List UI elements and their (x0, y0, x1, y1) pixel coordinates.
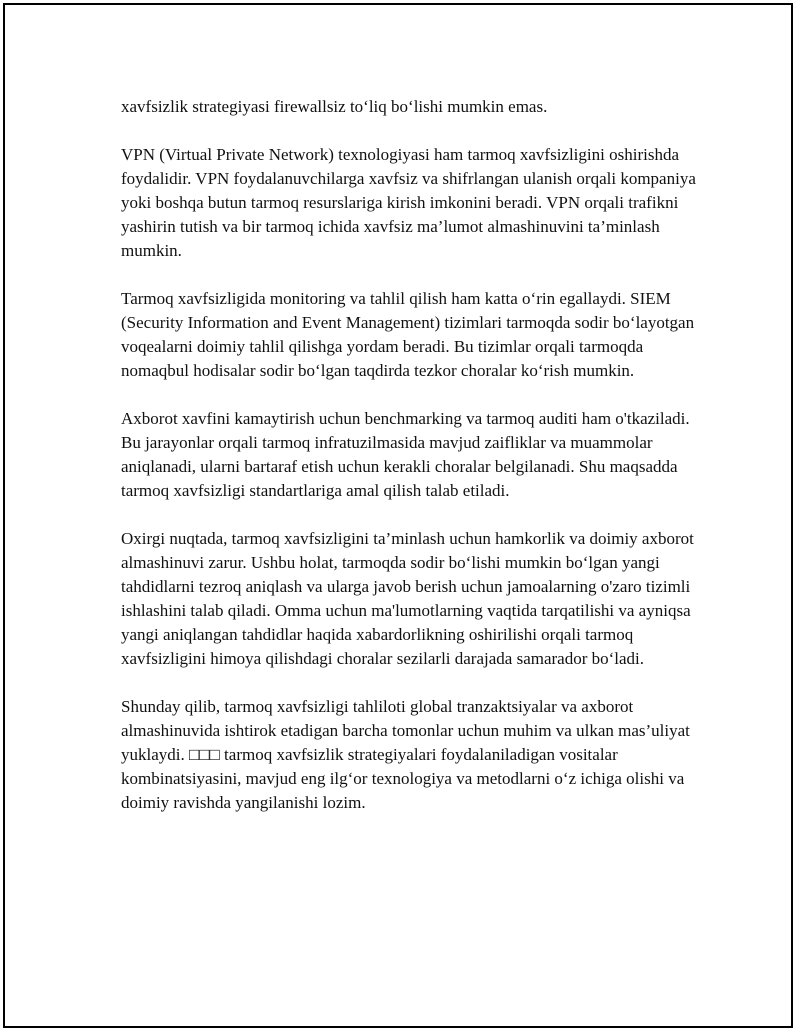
paragraph-cooperation: Oxirgi nuqtada, tarmoq xavfsizligini ta’minlash uchun hamkorlik va doimiy axborot almashinuvi zarur. Ushbu holat, tarmoqda sodir bo‘lishi mumkin bo‘lgan yangi tahdidlarni tezroq aniqlash va ularga javob berish uchun jamoalarning o'zaro tizimli ishlashini talab qiladi. Omma uchun ma'lumotlarning vaqtida tarqatilishi va ayniqsa yangi aniqlangan tahdidlar haqida xabardorlikning oshirilishi orqali tarmoq xavfsizligini himoya qilishdagi choralar sezilarli darajada samarador bo‘ladi. (121, 529, 694, 668)
paragraph-monitoring: Tarmoq xavfsizligida monitoring va tahlil qilish ham katta o‘rin egallaydi. SIEM (Security Information and Event Management) tizimlari tarmoqda sodir bo‘layotgan voqealarni doimiy tahlil qilishga yordam beradi. Bu tizimlar orqali tarmoqda nomaqbul hodisalar sodir bo‘lgan taqdirda tezkor choralar ko‘rish mumkin. (121, 289, 695, 380)
document-page (3, 3, 793, 1028)
paragraph-audit: Axborot xavfini kamaytirish uchun benchmarking va tarmoq auditi ham o'tkaziladi. Bu jarayonlar orqali tarmoq infratuzilmasida mavjud zaifliklar va muammolar aniqlanadi, ularni bartaraf etish uchun kerakli choralar belgilanadi. Shu maqsadda tarmoq xavfsizligi standartlariga amal qilish talab etiladi. (121, 409, 690, 500)
document-body (121, 95, 701, 839)
paragraph-firewall: xavfsizlik strategiyasi firewallsiz to‘liq bo‘lishi mumkin emas. (121, 97, 548, 116)
paragraph-vpn: VPN (Virtual Private Network) texnologiyasi ham tarmoq xavfsizligini oshirishda foydalidir. VPN foydalanuvchilarga xavfsiz va shifrlangan ulanish orqali kompaniya yoki boshqa butun tarmoq resurslariga kirish imkonini beradi. VPN orqali trafikni yashirin tutish va bir tarmoq ichida xavfsiz ma’lumot almashinuvini ta’minlash mumkin. (121, 145, 696, 260)
paragraph-conclusion: Shunday qilib, tarmoq xavfsizligi tahliloti global tranzaktsiyalar va axborot almashinuvida ishtirok etadigan barcha tomonlar uchun muhim va ulkan mas’uliyat yuklaydi. □□□ tarmoq xavfsizlik strategiyalari foydalaniladigan vositalar kombinatsiyasini, mavjud eng ilg‘or texnologiya va metodlarni o‘z ichiga olishi va doimiy ravishda yangilanishi lozim. (121, 697, 690, 812)
